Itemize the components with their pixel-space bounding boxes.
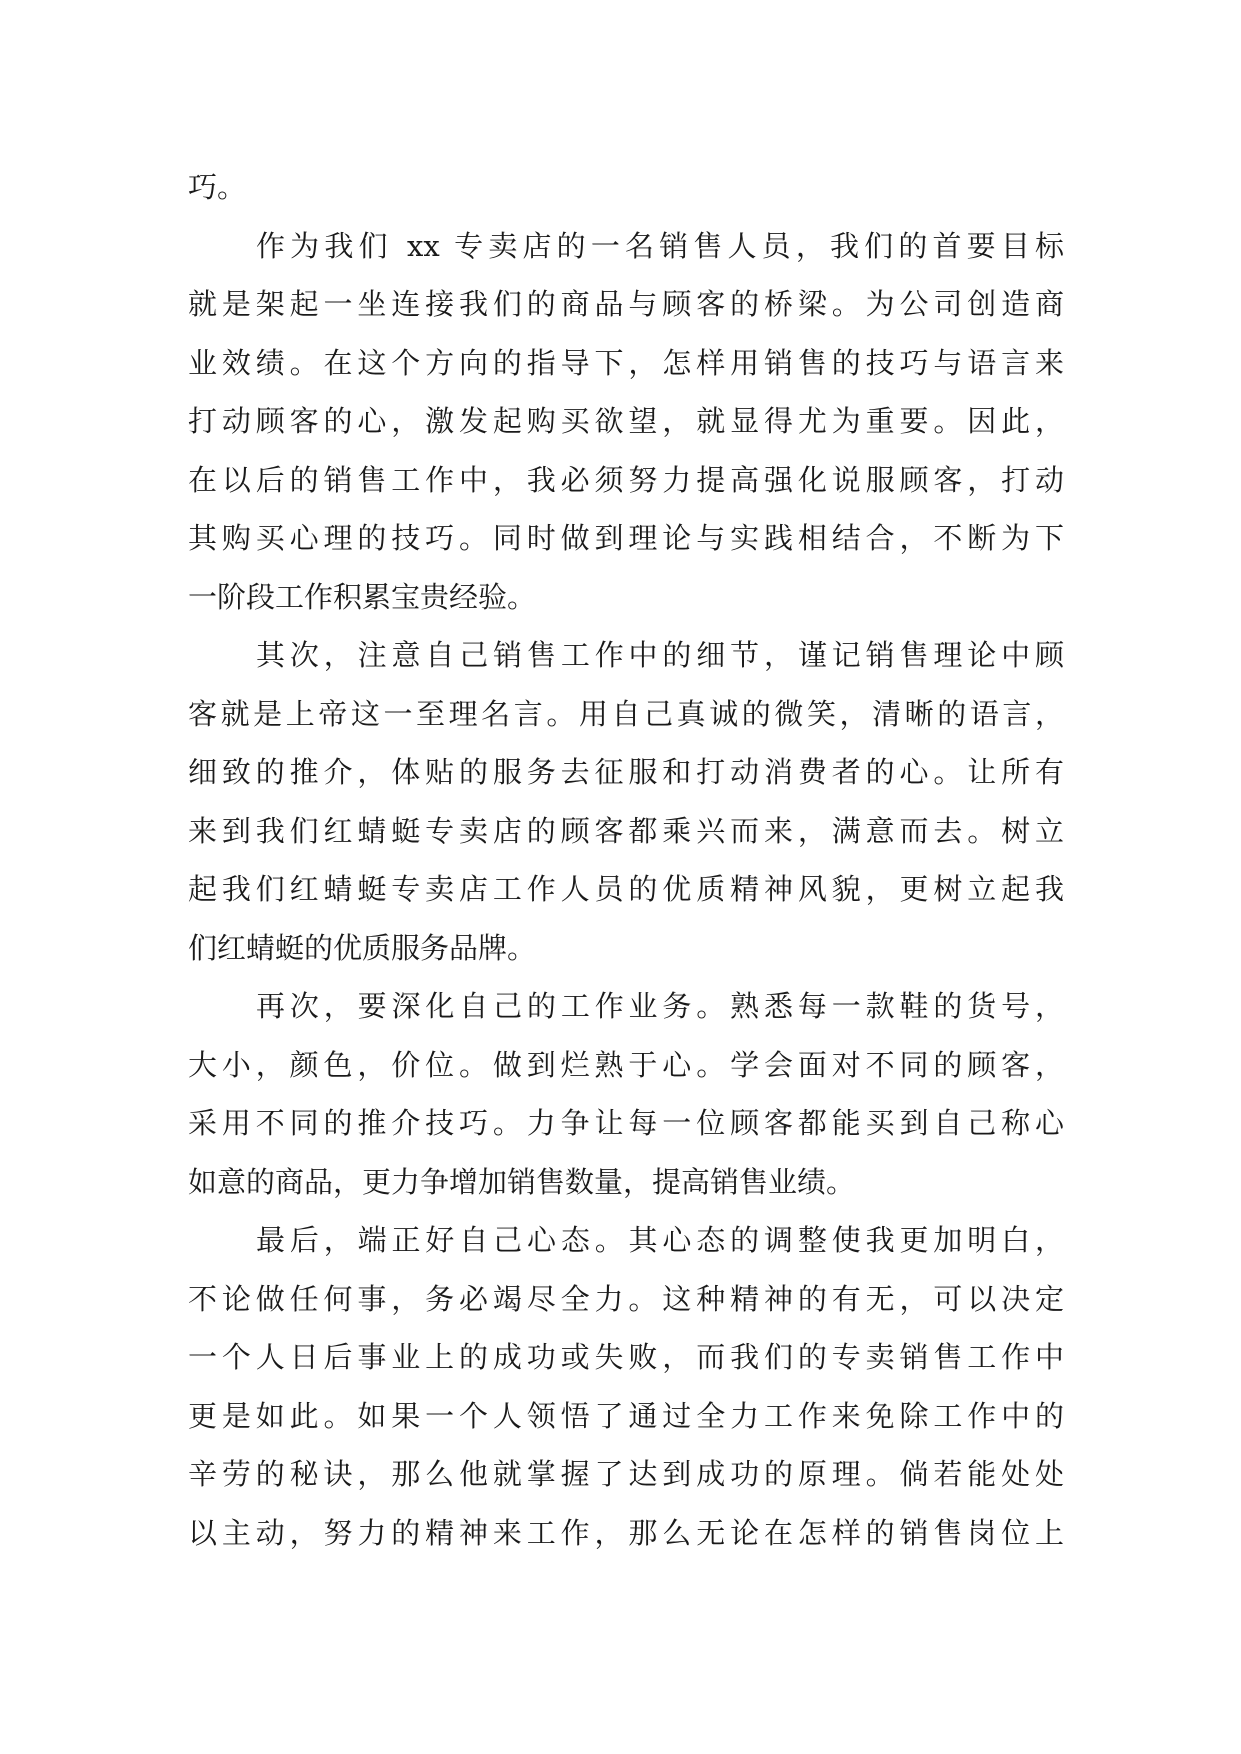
text-line: 在以后的销售工作中，我必须努力提高强化说服顾客，打动 [188,462,1064,497]
text-line: 一阶段工作积累宝贵经验。 [188,579,537,614]
text-line: 起我们红蜻蜓专卖店工作人员的优质精神风貌，更树立起我 [188,872,1064,906]
text-line: 一个人日后事业上的成功或失败，而我们的专卖销售工作中 [188,1340,1064,1374]
document-body [188,158,1064,1562]
text-line: 业效绩。在这个方向的指导下，怎样用销售的技巧与语言来 [188,345,1064,380]
paragraph [188,626,1064,977]
text-line: 其次，注意自己销售工作中的细节，谨记销售理论中顾 [256,638,1064,672]
paragraph [188,977,1064,1211]
paragraph [188,1211,1064,1562]
text-line: 以主动，努力的精神来工作，那么无论在怎样的销售岗位上 [188,1515,1064,1550]
text-line: 辛劳的秘诀，那么他就掌握了达到成功的原理。倘若能处处 [188,1457,1064,1491]
paragraph [188,217,1064,627]
text-line: 作为我们 xx 专卖店的一名销售人员，我们的首要目标 [256,228,1064,263]
text-line: 更是如此。如果一个人领悟了通过全力工作来免除工作中的 [188,1398,1064,1433]
text-line: 其购买心理的技巧。同时做到理论与实践相结合，不断为下 [188,521,1064,555]
text-line: 来到我们红蜻蜓专卖店的顾客都乘兴而来，满意而去。树立 [188,813,1064,848]
paragraph [188,158,1064,217]
text-line: 巧。 [188,170,247,204]
text-line: 再次，要深化自己的工作业务。熟悉每一款鞋的货号， [256,989,1064,1023]
text-line: 细致的推介，体贴的服务去征服和打动消费者的心。让所有 [188,755,1064,789]
text-line: 如意的商品，更力争增加销售数量，提高销售业绩。 [188,1164,856,1199]
text-line: 不论做任何事，务必竭尽全力。这种精神的有无，可以决定 [188,1281,1064,1316]
text-line: 采用不同的推介技巧。力争让每一位顾客都能买到自己称心 [188,1106,1064,1140]
text-line: 大小，颜色，价位。做到烂熟于心。学会面对不同的顾客， [188,1047,1064,1082]
text-line: 客就是上帝这一至理名言。用自己真诚的微笑，清晰的语言， [188,696,1064,731]
text-line: 打动顾客的心，激发起购买欲望，就显得尤为重要。因此， [188,404,1064,438]
text-line: 就是架起一坐连接我们的商品与顾客的桥梁。为公司创造商 [188,287,1064,321]
text-line: 最后，端正好自己心态。其心态的调整使我更加明白， [256,1223,1064,1257]
text-line: 们红蜻蜓的优质服务品牌。 [188,930,537,965]
